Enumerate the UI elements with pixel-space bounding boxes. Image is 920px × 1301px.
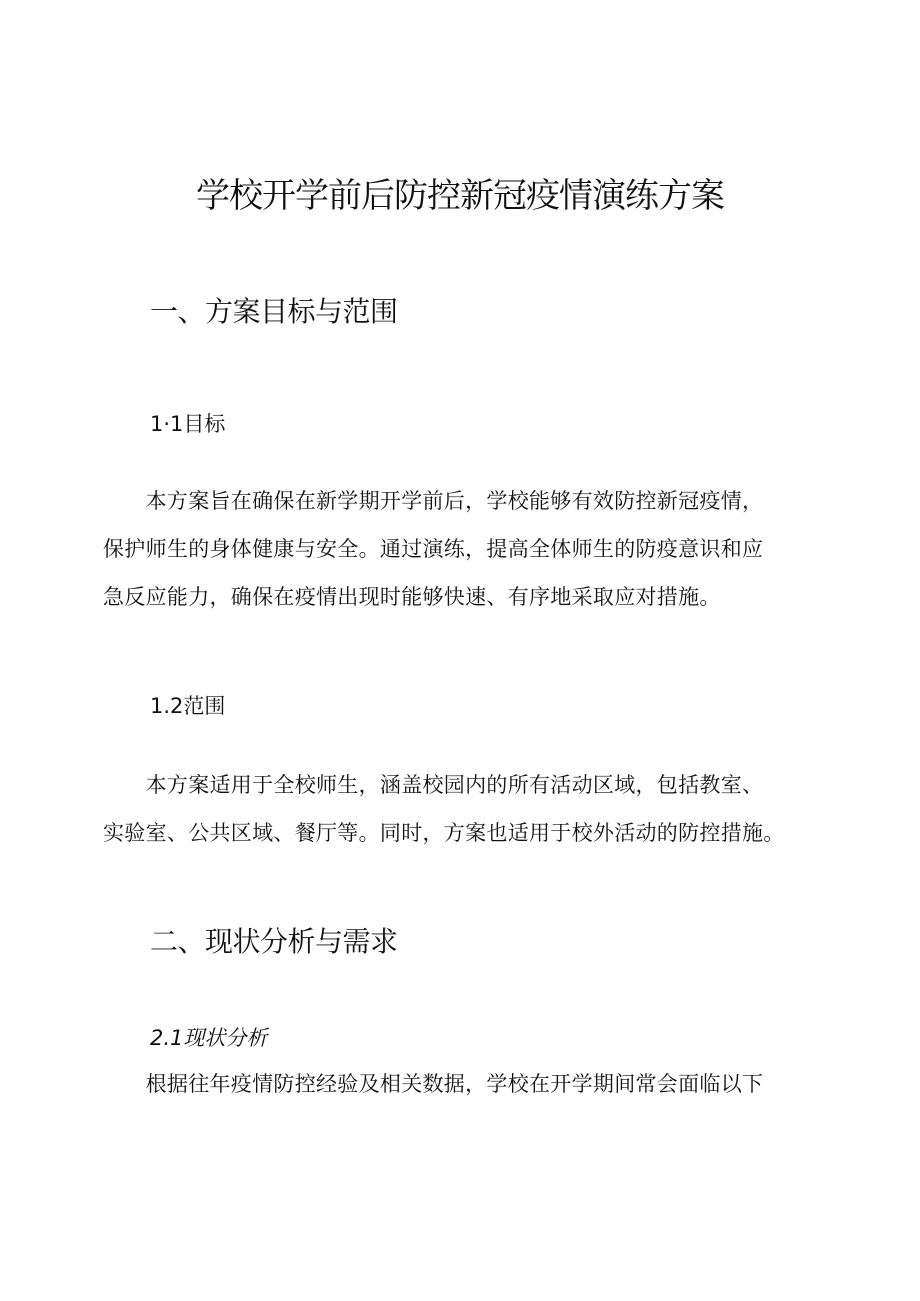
subsection-1-2-paragraph bbox=[103, 761, 785, 857]
paragraph-line: 根据往年疫情防控经验及相关数据，学校在开学期间常会面临以下 bbox=[103, 1072, 764, 1096]
subsection-2-1-paragraph bbox=[103, 1060, 763, 1108]
paragraph-line: 急反应能力，确保在疫情出现时能够快速、有序地采取应对措施。 bbox=[103, 585, 721, 609]
paragraph-line: 本方案旨在确保在新学期开学前后，学校能够有效防控新冠疫情， bbox=[103, 489, 764, 513]
subsection-1-1-heading: 1·1目标 bbox=[150, 412, 226, 436]
subsection-2-1-heading: 2.1现状分析 bbox=[150, 1026, 268, 1050]
paragraph-line: 实验室、公共区域、餐厅等。同时，方案也适用于校外活动的防控措施。 bbox=[103, 821, 785, 845]
paragraph-line: 保护师生的身体健康与安全。通过演练，提高全体师生的防疫意识和应 bbox=[103, 537, 764, 561]
subsection-1-2-heading: 1.2范围 bbox=[150, 694, 226, 718]
document-title: 学校开学前后防控新冠疫情演练方案 bbox=[196, 176, 724, 216]
subsection-1-1-paragraph bbox=[103, 477, 763, 621]
section-1-heading: 一、方案目标与范围 bbox=[150, 295, 398, 328]
paragraph-line: 本方案适用于全校师生，涵盖校园内的所有活动区域，包括教室、 bbox=[103, 773, 764, 797]
section-2-heading: 二、现状分析与需求 bbox=[150, 925, 398, 958]
